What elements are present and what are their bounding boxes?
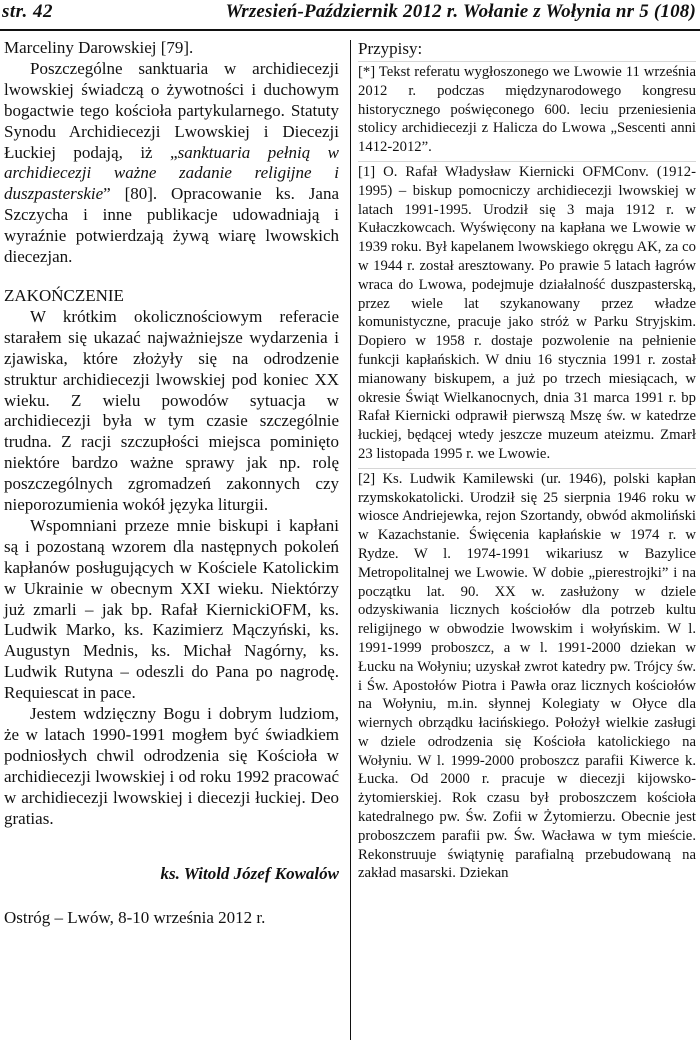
paragraph-sanctuaries (4, 59, 339, 268)
main-text-column (4, 38, 339, 929)
footnotes-title: Przypisy: (358, 39, 423, 58)
paragraph-bishops: Wspomniani przeze mnie biskupi i kapłani są i pozostaną wzorem dla następnych pokoleń kapłanów posługujących w Kościele Katolickim w Ukrainie w obecnym XXI wieku. Niektórzy już zmarli – jak bp. Rafał KiernickiOFM, ks. Ludwik Marko, ks. Kazimierz Mączyński, ks. Augustyn Mednis, ks. Michał Nagórny, ks. Ludwik Rutyna – odeszli do Pana po nagrodę. Requiescat in pace. (4, 515, 339, 703)
column-divider (350, 40, 351, 1040)
footnote-item: [2] Ks. Ludwik Kamilewski (ur. 1946), polski kapłan rzymskokatolicki. Urodził się 25 sierpnia 1946 roku w wiosce Andriejewka, rejon Szortandy, obwód akmoliński w Kazachstanie. Święcenia kapłańskie w 1974 r. w Rydze. W l. 1974-1991 wikariusz w Bazylice Metropolitalnej we Lwowie. W dobie „pierestrojki” i na początku lat. 90. XX w. zasłużony w dziele odzyskiwania licznych kościołów dla potrzeb kultu religijnego w obwodzie lwowskim i wołyńskim. W l. 1991-1999 proboszcz, a w l. 1991-2000 dziekan w Łucku na Wołyniu; uzyskał zwrot katedry pw. Trójcy św. i Św. Apostołów Piotra i Pawła oraz licznych kościołów na Wołyniu, m.in. słynnej Kolegiaty w Ołyce dla wiernych obrządku łacińskiego. Położył wielkie zasługi w dziele odrodzenia się Kościoła katolickiego na Wołyniu. W l. 1999-2000 proboszcz parafii Kiwerce k. Łucka. Od 2000 r. pracuje w diecezji kijowsko-żytomierskiej. Rok czasu był proboszczem kościoła katedralnego pw. Św. Zofii w Żytomierzu. Obecnie jest proboszczem parafii pw. Św. Wacława w tym mieście. Rekonstruuje świątynię parafialną przebudowaną na zakład masarski. Dziekan (358, 468, 696, 884)
paragraph-sanctuaries-part2: ” [80]. Opracowanie ks. Jana Szczycha i inne publikacje udowadniają i wyraźnie potwierdzają żywą wiarę lwowskich diecezjan. (4, 184, 339, 267)
paragraph-gratitude: Jestem wdzięczny Bogu i dobrym ludziom, że w latach 1990-1991 mogłem być świadkiem podniosłych chwil odrodzenia się Kościoła w archidiecezji lwowskiej i od roku 1992 pracować w archidiecezji lwowskiej i diecezji łuckiej. Deo gratias. (4, 704, 339, 828)
page-number: str. 42 (2, 1, 54, 22)
author-signature: ks. Witold Józef Kowalów (160, 863, 339, 883)
spacer (4, 268, 339, 286)
footnote-item: [1] O. Rafał Władysław Kiernicki OFMConv. (1912-1995) – biskup pomocniczy archidiecezji lwowskiej w latach 1991-1995. Urodził się 3 maja 1912 r. w Kułaczkowcach. Wyświęcony na kapłana we Lwowie w 1939 roku. Był kapelanem lwowskiego okręgu AK, za co w 1944 r. został aresztowany. Po prawie 5 latach łagrów wraca do Lwowa, podejmuje działalność duszpasterską, przez wiele lat szykanowany przez władze komunistyczne, pracuje jako stróż w Parku Stryjskim. Dopiero w 1958 r. dostaje pozwolenie na pełnienie funkcji kapłańskich. W dniu 16 stycznia 1991 r. został mianowany biskupem, a już po trzech miesiącach, w okresie Świąt Wielkanocnych, dnia 31 marca 1991 r. bp Rafał Kiernicki odprawił pierwszą Mszę św. w katedrze łuckiej, będącej wtedy jeszcze muzeum ateizmu. Zmarł 23 listopada 1995 r. we Lwowie. (358, 161, 696, 464)
header-rule (0, 29, 700, 31)
synod-quote: sanktuaria pełnią w archidiecezji ważne zadanie religijne i duszpasterskie (4, 142, 339, 204)
issue-title: Wrzesień-Październik 2012 r. Wołanie z Wołynia nr 5 (108) (225, 1, 696, 22)
paragraph-sanctuaries-part1: Poszczególne sanktuaria w archidiecezji lwowskiej świadczą o żywotności i duchowym bogactwie tego kościoła partykularnego. Statuty Synodu Archidiecezji Lwowskiej i Diecezji Łuckiej podają, iż „ (4, 58, 339, 162)
section-heading: ZAKOŃCZENIE (4, 285, 124, 305)
footnotes-column (358, 38, 696, 887)
place-date: Ostróg – Lwów, 8-10 września 2012 r. (4, 908, 266, 928)
page-header (0, 0, 700, 30)
paragraph-continuation: Marceliny Darowskiej [79]. (4, 38, 194, 57)
paragraph-summary: W krótkim okolicznościowym referacie starałem się ukazać najważniejsze wydarzenia i zjawiska, które złożyły się na odrodzenie struktur archidiecezji lwowskiej pod koniec XX wieku. Z wielu powodów sytuacja w archidiecezji była w tym czasie szczególnie trudna. Z racji szczupłości miejsca pominięto niektóre bardzo ważne sprawy jak np. rolę poszczególnych zgromadzeń zakonnych czy nieporozumienia wokół języka liturgii. (4, 306, 339, 515)
footnote-item: [*] Tekst referatu wygłoszonego we Lwowie 11 września 2012 r. podczas międzynarodowego kongresu historycznego poświęconego 600. leciu przeniesienia stolicy archidiecezji z Halicza do Lwowa „Sescenti anni 1412-2012”. (358, 61, 696, 157)
